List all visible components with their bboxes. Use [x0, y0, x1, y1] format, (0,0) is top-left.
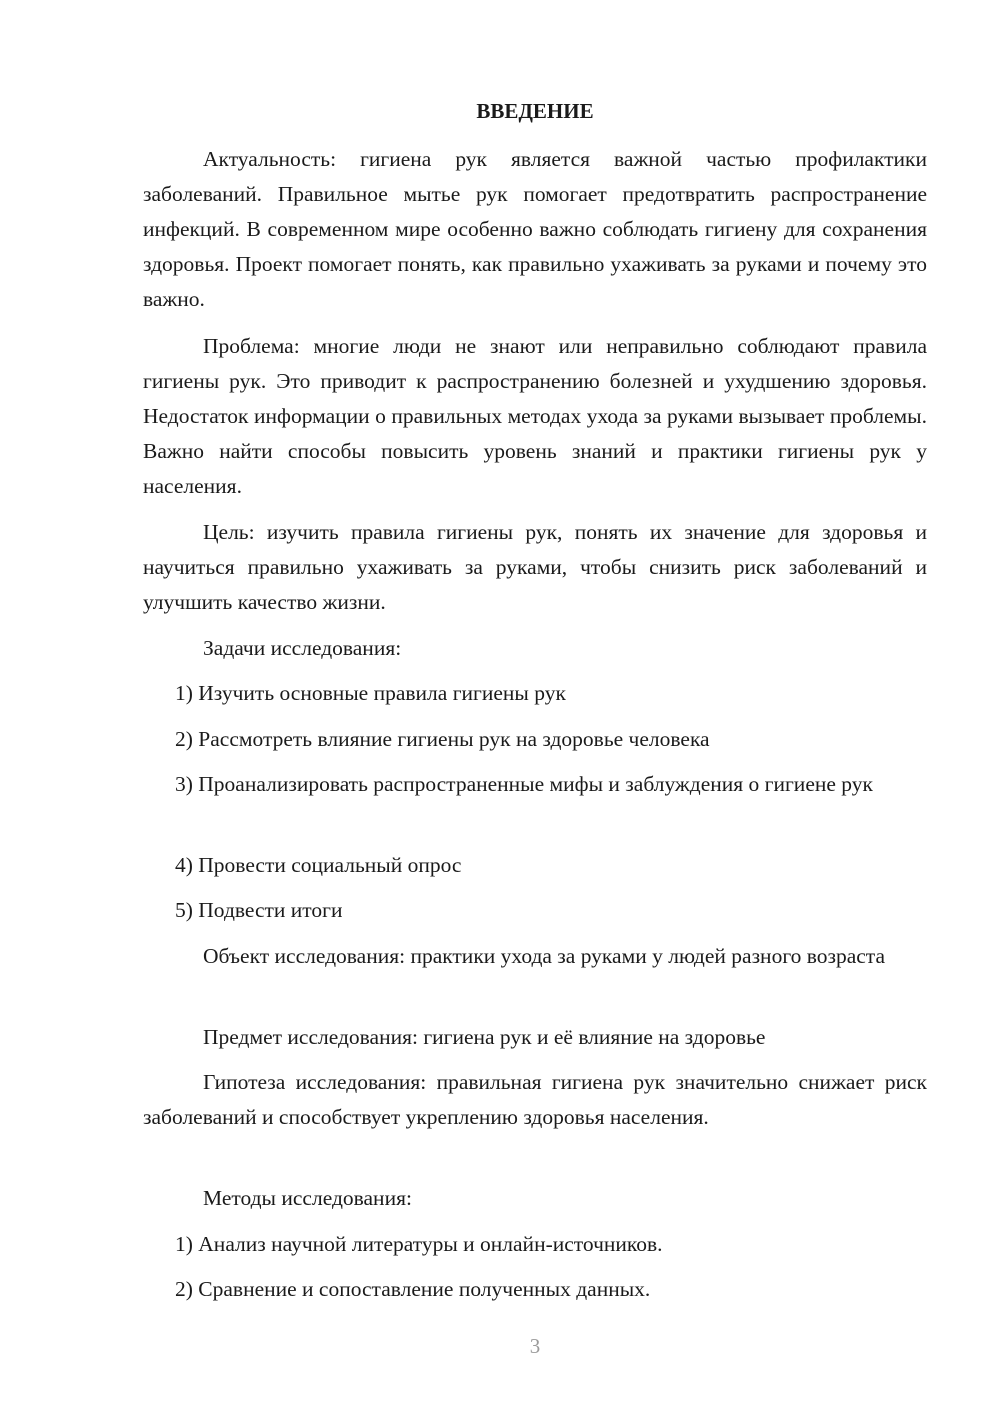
page-number: 3: [529, 1334, 541, 1358]
list-item-method-2: 2) Сравнение и сопоставление полученных данных.: [175, 1277, 651, 1301]
list-item-task-1: 1) Изучить основные правила гигиены рук: [175, 681, 566, 705]
paragraph-hypothesis: Гипотеза исследования: правильная гигиена рук значительно снижает риск заболеваний и способствует укреплению здоровья населения.: [143, 1070, 927, 1129]
paragraph-object: Объект исследования: практики ухода за руками у людей разного возраста: [203, 944, 886, 968]
paragraph-subject: Предмет исследования: гигиена рук и её влияние на здоровье: [203, 1025, 766, 1049]
paragraph-methods-title: Методы исследования:: [203, 1186, 412, 1210]
paragraph-relevance: Актуальность: гигиена рук является важной частью профилактики заболеваний. Правильное мытье рук помогает предотвратить распространение инфекций. В современном мире особенно важно соблюдать гигиену для сохранения здоровья. Проект помогает понять, как правильно ухаживать за руками и почему это важно.: [143, 147, 927, 311]
paragraph-tasks-title: Задачи исследования:: [203, 636, 402, 660]
list-item-method-1: 1) Анализ научной литературы и онлайн-источников.: [175, 1232, 663, 1256]
section-heading: ВВЕДЕНИЕ: [476, 99, 594, 123]
list-item-task-3: 3) Проанализировать распространенные мифы и заблуждения о гигиене рук: [175, 772, 873, 796]
list-item-task-5: 5) Подвести итоги: [175, 898, 343, 922]
paragraph-goal: Цель: изучить правила гигиены рук, понять их значение для здоровья и научиться правильно ухаживать за руками, чтобы снизить риск заболеваний и улучшить качество жизни.: [143, 520, 927, 614]
list-item-task-2: 2) Рассмотреть влияние гигиены рук на здоровье человека: [175, 727, 710, 751]
paragraph-problem: Проблема: многие люди не знают или неправильно соблюдают правила гигиены рук. Это приводит к распространению болезней и ухудшению здоровья. Недостаток информации о правильных методах ухода за руками вызывает проблемы. Важно найти способы повысить уровень знаний и практики гигиены рук у населения.: [143, 334, 927, 498]
list-item-task-4: 4) Провести социальный опрос: [175, 853, 462, 877]
